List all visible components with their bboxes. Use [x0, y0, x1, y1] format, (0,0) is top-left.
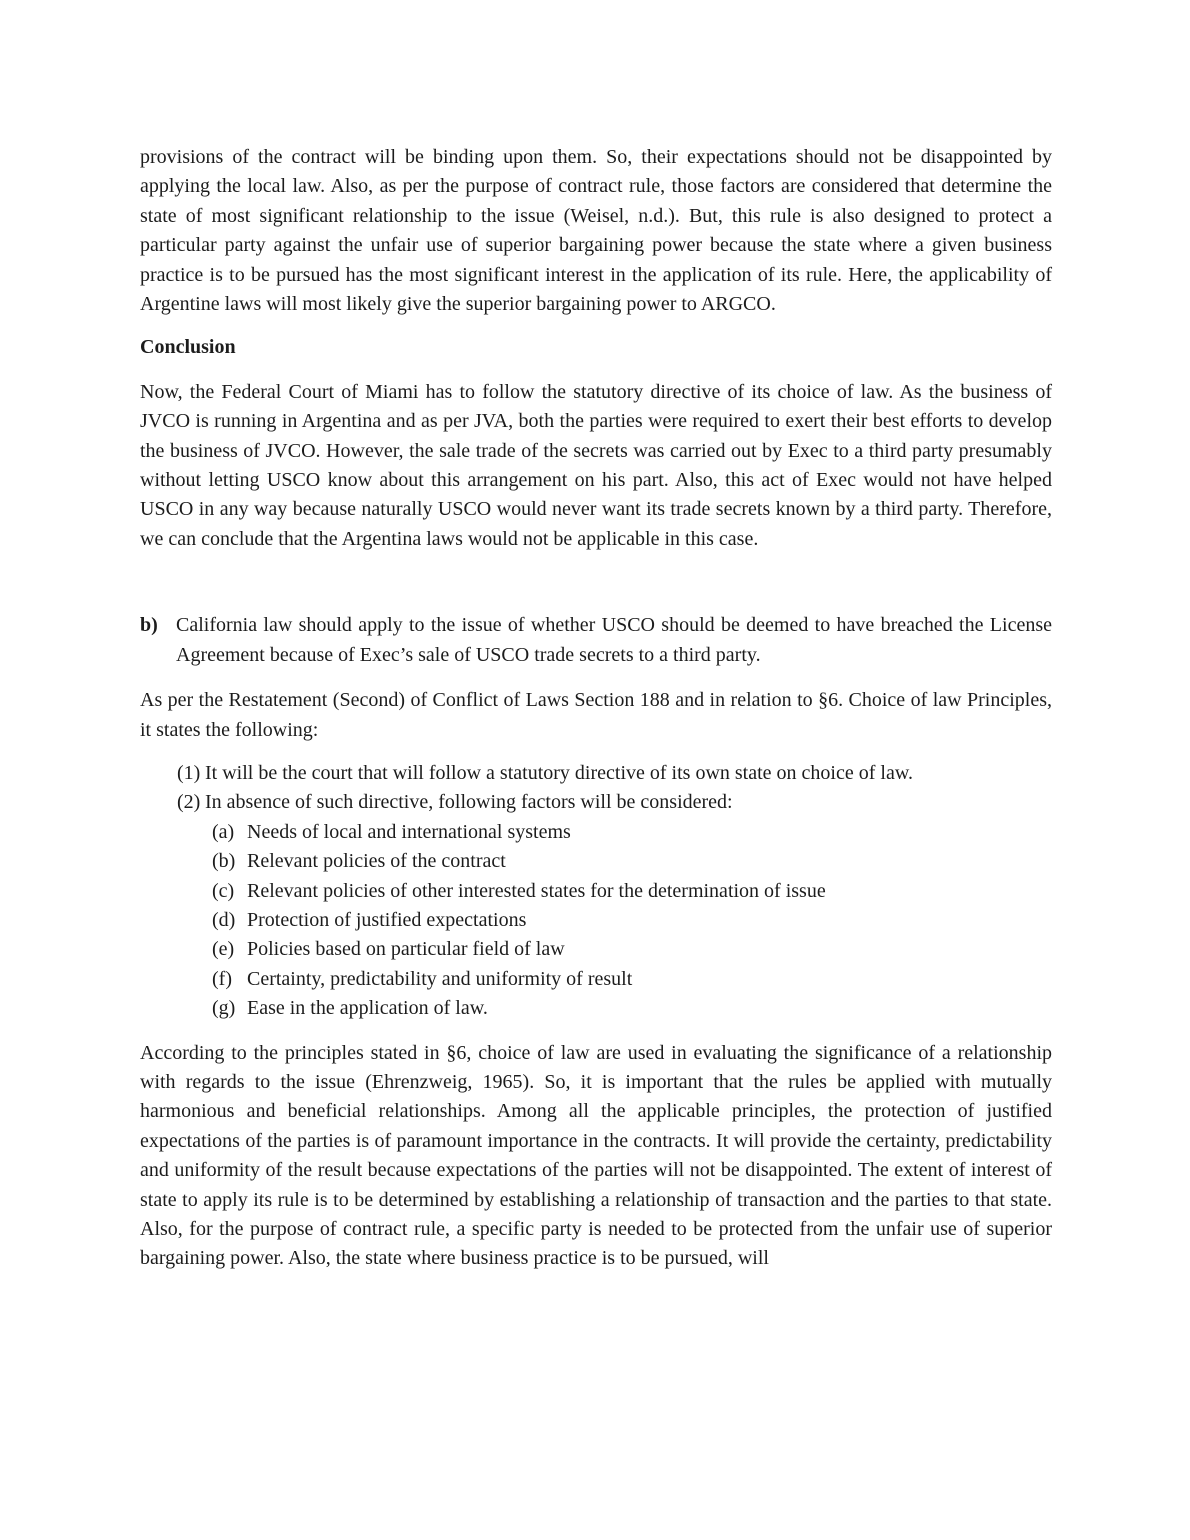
- numbered-list-item-1-text: It will be the court that will follow a statutory directive of its own state on choice of law.: [205, 761, 913, 784]
- numbered-list: [177, 759, 1052, 818]
- list-item-b: [140, 611, 1052, 670]
- paragraph-restatement: As per the Restatement (Second) of Conflict of Laws Section 188 and in relation to §6. Choice of law Principles, it states the following:: [140, 689, 1052, 741]
- lettered-list-item-g-text: Ease in the application of law.: [247, 997, 488, 1020]
- conclusion-paragraph: Now, the Federal Court of Miami has to follow the statutory directive of its choice of law. As the business of JVCO is running in Argentina and as per JVA, both the parties were required to exert their best efforts to develop the business of JVCO. However, the sale trade of the secrets was carried out by Exec to a third party presumably without letting USCO know about this arrangement on his part. Also, this act of Exec would not have helped USCO in any way because naturally USCO would never want its trade secrets known by a third party. Therefore, we can conclude that the Argentina laws would not be applicable in this case.: [140, 380, 1052, 550]
- blank-line-spacer: [140, 568, 1052, 597]
- lettered-list-item-d-marker: (d): [212, 908, 236, 931]
- lettered-list: [212, 818, 1052, 1024]
- lettered-list-item-c: [212, 877, 1052, 906]
- lettered-list-item-c-text: Relevant policies of other interested states for the determination of issue: [247, 879, 826, 902]
- numbered-list-item-1-marker: (1): [177, 761, 201, 784]
- lettered-list-item-d: [212, 906, 1052, 935]
- lettered-list-item-b-text: Relevant policies of the contract: [247, 850, 506, 873]
- paragraph-closing: According to the principles stated in §6, choice of law are used in evaluating the significance of a relationship with regards to the issue (Ehrenzweig, 1965). So, it is important that the rules be applied with mutually harmonious and beneficial relationships. Among all the applicable principles, the protection of justified expectations of the parties is of paramount importance in the contracts. It will provide the certainty, predictability and uniformity of the result because expectations of the parties will not be disappointed. The extent of interest of state to apply its rule is to be determined by establishing a relationship of transaction and the parties to that state. Also, for the purpose of contract rule, a specific party is needed to be protected from the unfair use of superior bargaining power. Also, the state where business practice is to be pursued, will: [140, 1041, 1052, 1270]
- lettered-list-item-d-text: Protection of justified expectations: [247, 908, 527, 931]
- lettered-list-item-c-marker: (c): [212, 879, 235, 902]
- lettered-list-item-b: [212, 847, 1052, 876]
- lettered-list-item-g: [212, 994, 1052, 1023]
- lettered-list-item-a: [212, 818, 1052, 847]
- numbered-list-item-2-text: In absence of such directive, following factors will be considered:: [205, 791, 733, 814]
- lettered-list-item-g-marker: (g): [212, 997, 236, 1020]
- lettered-list-item-a-text: Needs of local and international systems: [247, 820, 571, 843]
- lettered-list-item-f-text: Certainty, predictability and uniformity of result: [247, 967, 633, 990]
- paragraph-provisions: provisions of the contract will be binding upon them. So, their expectations should not be disappointed by applying the local law. Also, as per the purpose of contract rule, those factors are considered that determine the state of most significant relationship to the issue (Weisel, n.d.). But, this rule is also designed to protect a particular party against the unfair use of superior bargaining power because the state where a given business practice is to be pursued has the most significant interest in the application of its rule. Here, the applicability of Argentine laws will most likely give the superior bargaining power to ARGCO.: [140, 146, 1052, 316]
- lettered-list-item-e-marker: (e): [212, 938, 235, 961]
- lettered-list-item-a-marker: (a): [212, 820, 235, 843]
- lettered-list-item-f: [212, 965, 1052, 994]
- numbered-list-item-2-marker: (2): [177, 791, 201, 814]
- lettered-list-item-e-text: Policies based on particular field of law: [247, 938, 565, 961]
- numbered-list-item-2: [177, 788, 1052, 817]
- list-item-b-marker: b): [140, 614, 158, 637]
- list-item-b-text: California law should apply to the issue of whether USCO should be deemed to have breached the License Agreement because of Exec’s sale of USCO trade secrets to a third party.: [176, 614, 1052, 666]
- lettered-list-item-b-marker: (b): [212, 850, 236, 873]
- numbered-list-item-1: [177, 759, 1052, 788]
- conclusion-heading: Conclusion: [140, 336, 236, 359]
- lettered-list-item-e: [212, 935, 1052, 964]
- lettered-list-item-f-marker: (f): [212, 967, 232, 990]
